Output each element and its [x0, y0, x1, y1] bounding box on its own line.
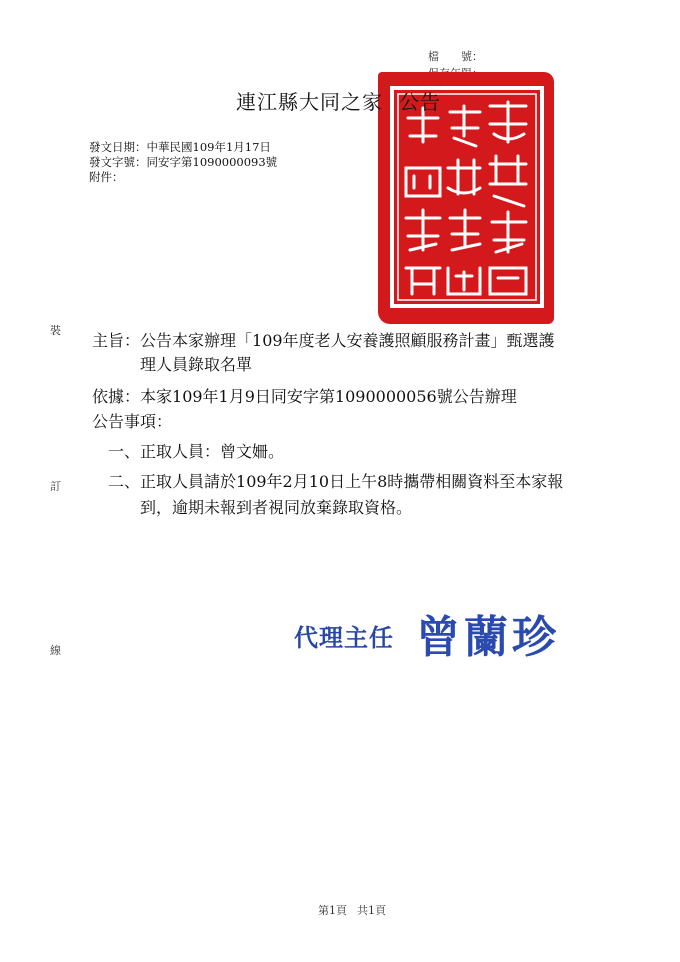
signature-name: 曾蘭珍	[416, 612, 560, 663]
subject-line-1	[92, 329, 555, 353]
item-1-number: 一、	[108, 442, 141, 461]
item-2-line-2: 到，逾期未報到者視同放棄錄取資格。	[140, 498, 413, 517]
document-meta	[89, 140, 277, 185]
page-footer	[318, 902, 386, 918]
basis-label: 依據：	[92, 387, 141, 406]
item-1-text: 正取人員：曾文姍。	[140, 442, 285, 461]
subject-label: 主旨：	[92, 331, 141, 350]
signature-title: 代理主任	[294, 624, 394, 652]
issue-date-label: 發文日期：	[89, 140, 147, 154]
issue-date-value: 中華民國109年1月17日	[146, 140, 271, 154]
file-number-label: 檔 號：	[428, 50, 483, 63]
item-2-text-1: 正取人員請於109年2月10日上午8時攜帶相關資料至本家報	[140, 472, 564, 491]
issuing-organization: 連江縣大同之家	[236, 90, 383, 114]
document-number-label: 發文字號：	[89, 155, 147, 169]
document-type: 公告	[399, 90, 441, 114]
binding-mark-zhuang: 裝	[50, 324, 61, 337]
basis-text: 本家109年1月9日同安字第1090000056號公告辦理	[140, 387, 517, 406]
document-number-value: 同安字第1090000093號	[146, 155, 278, 169]
page-total: 共1頁	[357, 904, 386, 917]
subject-line-2: 理人員錄取名單	[140, 355, 253, 374]
attachment-row	[89, 170, 277, 185]
item-2-number: 二、	[108, 472, 141, 491]
binding-mark-ding: 訂	[50, 480, 61, 493]
document-number-row	[89, 155, 277, 170]
document-title	[236, 86, 441, 115]
binding-mark-xian: 線	[50, 644, 61, 657]
attachment-label: 附件：	[89, 170, 124, 184]
subject-text-1: 公告本家辦理「109年度老人安養護照顧服務計畫」甄選護	[140, 331, 555, 350]
basis-line	[92, 385, 517, 409]
page-number: 第1頁	[318, 904, 347, 917]
item-1	[108, 440, 284, 464]
item-2-line-1	[108, 470, 563, 494]
issue-date-row	[89, 140, 277, 155]
items-header: 公告事項：	[92, 412, 173, 431]
